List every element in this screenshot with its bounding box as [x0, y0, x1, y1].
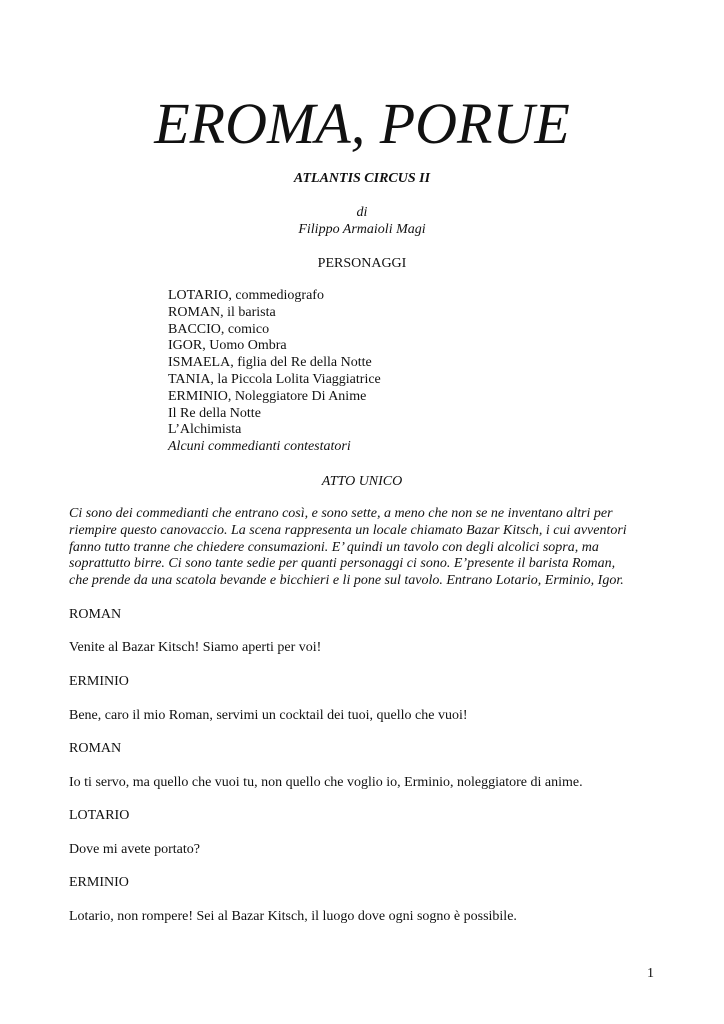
author-preposition: di: [356, 205, 368, 220]
speaker-name: LOTARIO: [69, 808, 130, 823]
character-item: ROMAN, il barista: [168, 304, 276, 320]
author-name: Filippo Armaioli Magi: [298, 222, 426, 237]
dialogue-line: Venite al Bazar Kitsch! Siamo aperti per voi!: [69, 640, 322, 655]
characters-heading: PERSONAGGI: [317, 256, 407, 271]
stage-direction-line: soprattutto birre. Ci sono tante sedie per quanti personaggi ci sono. E’presente il barista Roman,: [69, 556, 616, 572]
character-item: IGOR, Uomo Ombra: [168, 338, 287, 354]
speaker-name: ROMAN: [69, 741, 122, 756]
dialogue-line: Io ti servo, ma quello che vuoi tu, non quello che voglio io, Erminio, noleggiatore di anime.: [69, 775, 583, 790]
character-item: Il Re della Notte: [168, 405, 261, 421]
dialogue-line: Lotario, non rompere! Sei al Bazar Kitsch, il luogo dove ogni sogno è possibile.: [69, 909, 517, 924]
speaker-name: ROMAN: [69, 607, 122, 622]
character-item: TANIA, la Piccola Lolita Viaggiatrice: [168, 371, 381, 387]
act-heading: ATTO UNICO: [321, 474, 403, 489]
characters-list: [168, 288, 381, 456]
play-subtitle: ATLANTIS CIRCUS II: [293, 171, 431, 186]
page-number: 1: [647, 966, 654, 981]
dialogue-line: Bene, caro il mio Roman, servimi un cocktail dei tuoi, quello che vuoi!: [69, 708, 468, 723]
stage-direction-line: che prende da una scatola bevande e bicchieri e li pone sul tavolo. Entrano Lotario, Erminio, Igor.: [69, 573, 624, 589]
character-item: LOTARIO, commediografo: [168, 288, 324, 303]
character-item: L’Alchimista: [168, 422, 242, 438]
stage-direction-line: Ci sono dei commedianti che entrano così, e sono sette, a meno che non se ne inventano altri per: [69, 506, 613, 521]
character-item: ISMAELA, figlia del Re della Notte: [168, 355, 372, 371]
stage-direction-line: fanno tutto tranne che chiedere consumazioni. E’ quindi un tavolo con degli alcolici sopra, ma: [69, 539, 599, 555]
speaker-name: ERMINIO: [69, 674, 129, 689]
stage-direction: [69, 506, 659, 590]
stage-direction-line: riempire questo canovaccio. La scena rappresenta un locale chiamato Bazar Kitsch, i cui avventori: [69, 522, 627, 538]
play-title: EROMA, PORUE: [154, 91, 570, 156]
character-item: BACCIO, comico: [168, 321, 270, 337]
dialogue-line: Dove mi avete portato?: [69, 842, 201, 857]
character-item: ERMINIO, Noleggiatore Di Anime: [168, 388, 367, 404]
speaker-name: ERMINIO: [69, 875, 129, 890]
character-item: Alcuni commedianti contestatori: [168, 439, 351, 455]
